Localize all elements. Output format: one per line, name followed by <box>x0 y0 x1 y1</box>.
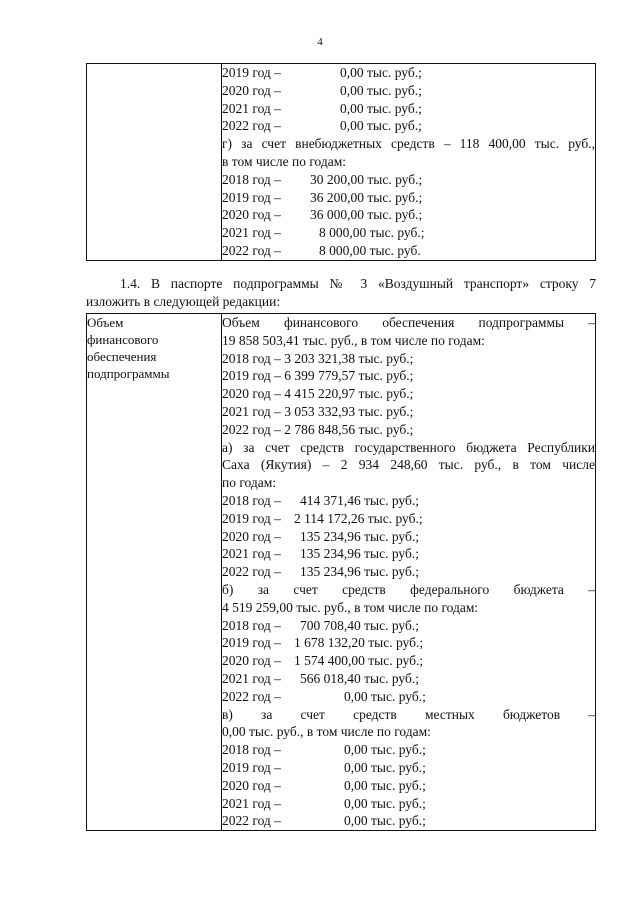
year-row: 2022 год – 0,00 тыс. руб.; <box>222 688 426 704</box>
year-row: 2021 год – 0,00 тыс. руб.; <box>222 100 422 116</box>
financing-details-cell <box>222 314 596 831</box>
year-row: 2022 год – 8 000,00 тыс. руб. <box>222 242 421 258</box>
amendment-paragraph <box>86 275 596 311</box>
state-budget-heading: по годам: <box>222 475 277 491</box>
total-row: 2020 год – 4 415 220,97 тыс. руб.; <box>222 386 414 402</box>
total-row: 2018 год – 3 203 321,38 тыс. руб.; <box>222 350 414 366</box>
state-budget-heading: а) за счет средств государственного бюджета Республики <box>222 439 595 455</box>
paragraph-line: 1.4. В паспорте подпрограммы № 3 «Воздушный транспорт» строку 7 <box>120 276 596 291</box>
table-left-cell <box>87 64 222 261</box>
year-row: 2019 год – 2 114 172,26 тыс. руб.; <box>222 510 423 526</box>
row-label-cell <box>87 314 222 831</box>
year-row: 2018 год – 0,00 тыс. руб.; <box>222 742 426 758</box>
intro-line: Объем финансового обеспечения подпрограммы – <box>222 315 595 330</box>
year-row: 2020 год – 36 000,00 тыс. руб.; <box>222 207 423 223</box>
financing-table <box>86 313 596 831</box>
offbudget-subheading: в том числе по годам: <box>222 153 347 169</box>
local-budget-heading: 0,00 тыс. руб., в том числе по годам: <box>222 724 431 740</box>
year-row: 2020 год – 0,00 тыс. руб.; <box>222 82 422 98</box>
year-row: 2022 год – 0,00 тыс. руб.; <box>222 118 422 134</box>
local-budget-heading: в) за счет средств местных бюджетов – <box>222 706 595 722</box>
year-row: 2021 год – 0,00 тыс. руб.; <box>222 795 426 811</box>
federal-budget-heading: б) за счет средств федерального бюджета – <box>222 581 595 597</box>
federal-budget-heading: 4 519 259,00 тыс. руб., в том числе по годам: <box>222 599 479 615</box>
row-label-line: финансового <box>87 332 159 347</box>
year-row: 2021 год – 8 000,00 тыс. руб.; <box>222 225 425 241</box>
year-row: 2018 год – 414 371,46 тыс. руб.; <box>222 492 419 508</box>
total-row: 2019 год – 6 399 779,57 тыс. руб.; <box>222 368 414 384</box>
offbudget-heading: г) за счет внебюджетных средств – 118 400,00 тыс. руб., <box>222 136 595 152</box>
row-label-line: обеспечения <box>87 349 157 364</box>
year-row: 2021 год – 566 018,40 тыс. руб.; <box>222 670 419 686</box>
year-row: 2021 год – 135 234,96 тыс. руб.; <box>222 546 419 562</box>
year-row: 2018 год – 30 200,00 тыс. руб.; <box>222 171 423 187</box>
year-row: 2020 год – 135 234,96 тыс. руб.; <box>222 528 419 544</box>
year-row: 2018 год – 700 708,40 тыс. руб.; <box>222 617 419 633</box>
year-row: 2022 год – 0,00 тыс. руб.; <box>222 813 426 829</box>
year-row: 2020 год – 1 574 400,00 тыс. руб.; <box>222 653 424 669</box>
table-continuation <box>86 63 596 261</box>
year-row: 2019 год – 1 678 132,20 тыс. руб.; <box>222 635 424 651</box>
intro-line: 19 858 503,41 тыс. руб., в том числе по годам: <box>222 332 485 348</box>
table-right-cell <box>222 64 596 261</box>
year-row: 2022 год – 135 234,96 тыс. руб.; <box>222 564 419 580</box>
row-label-line: подпрограммы <box>87 366 170 381</box>
total-row: 2021 год – 3 053 332,93 тыс. руб.; <box>222 403 414 419</box>
year-row: 2019 год – 0,00 тыс. руб.; <box>222 759 426 775</box>
total-row: 2022 год – 2 786 848,56 тыс. руб.; <box>222 421 414 437</box>
paragraph-line: изложить в следующей редакции: <box>86 294 281 309</box>
state-budget-heading: Саха (Якутия) – 2 934 248,60 тыс. руб., в том числе <box>222 457 595 473</box>
row-label-line: Объем <box>87 315 124 330</box>
year-row: 2019 год – 0,00 тыс. руб.; <box>222 65 422 80</box>
page-number: 4 <box>317 36 323 48</box>
year-row: 2019 год – 36 200,00 тыс. руб.; <box>222 189 423 205</box>
year-row: 2020 год – 0,00 тыс. руб.; <box>222 777 426 793</box>
